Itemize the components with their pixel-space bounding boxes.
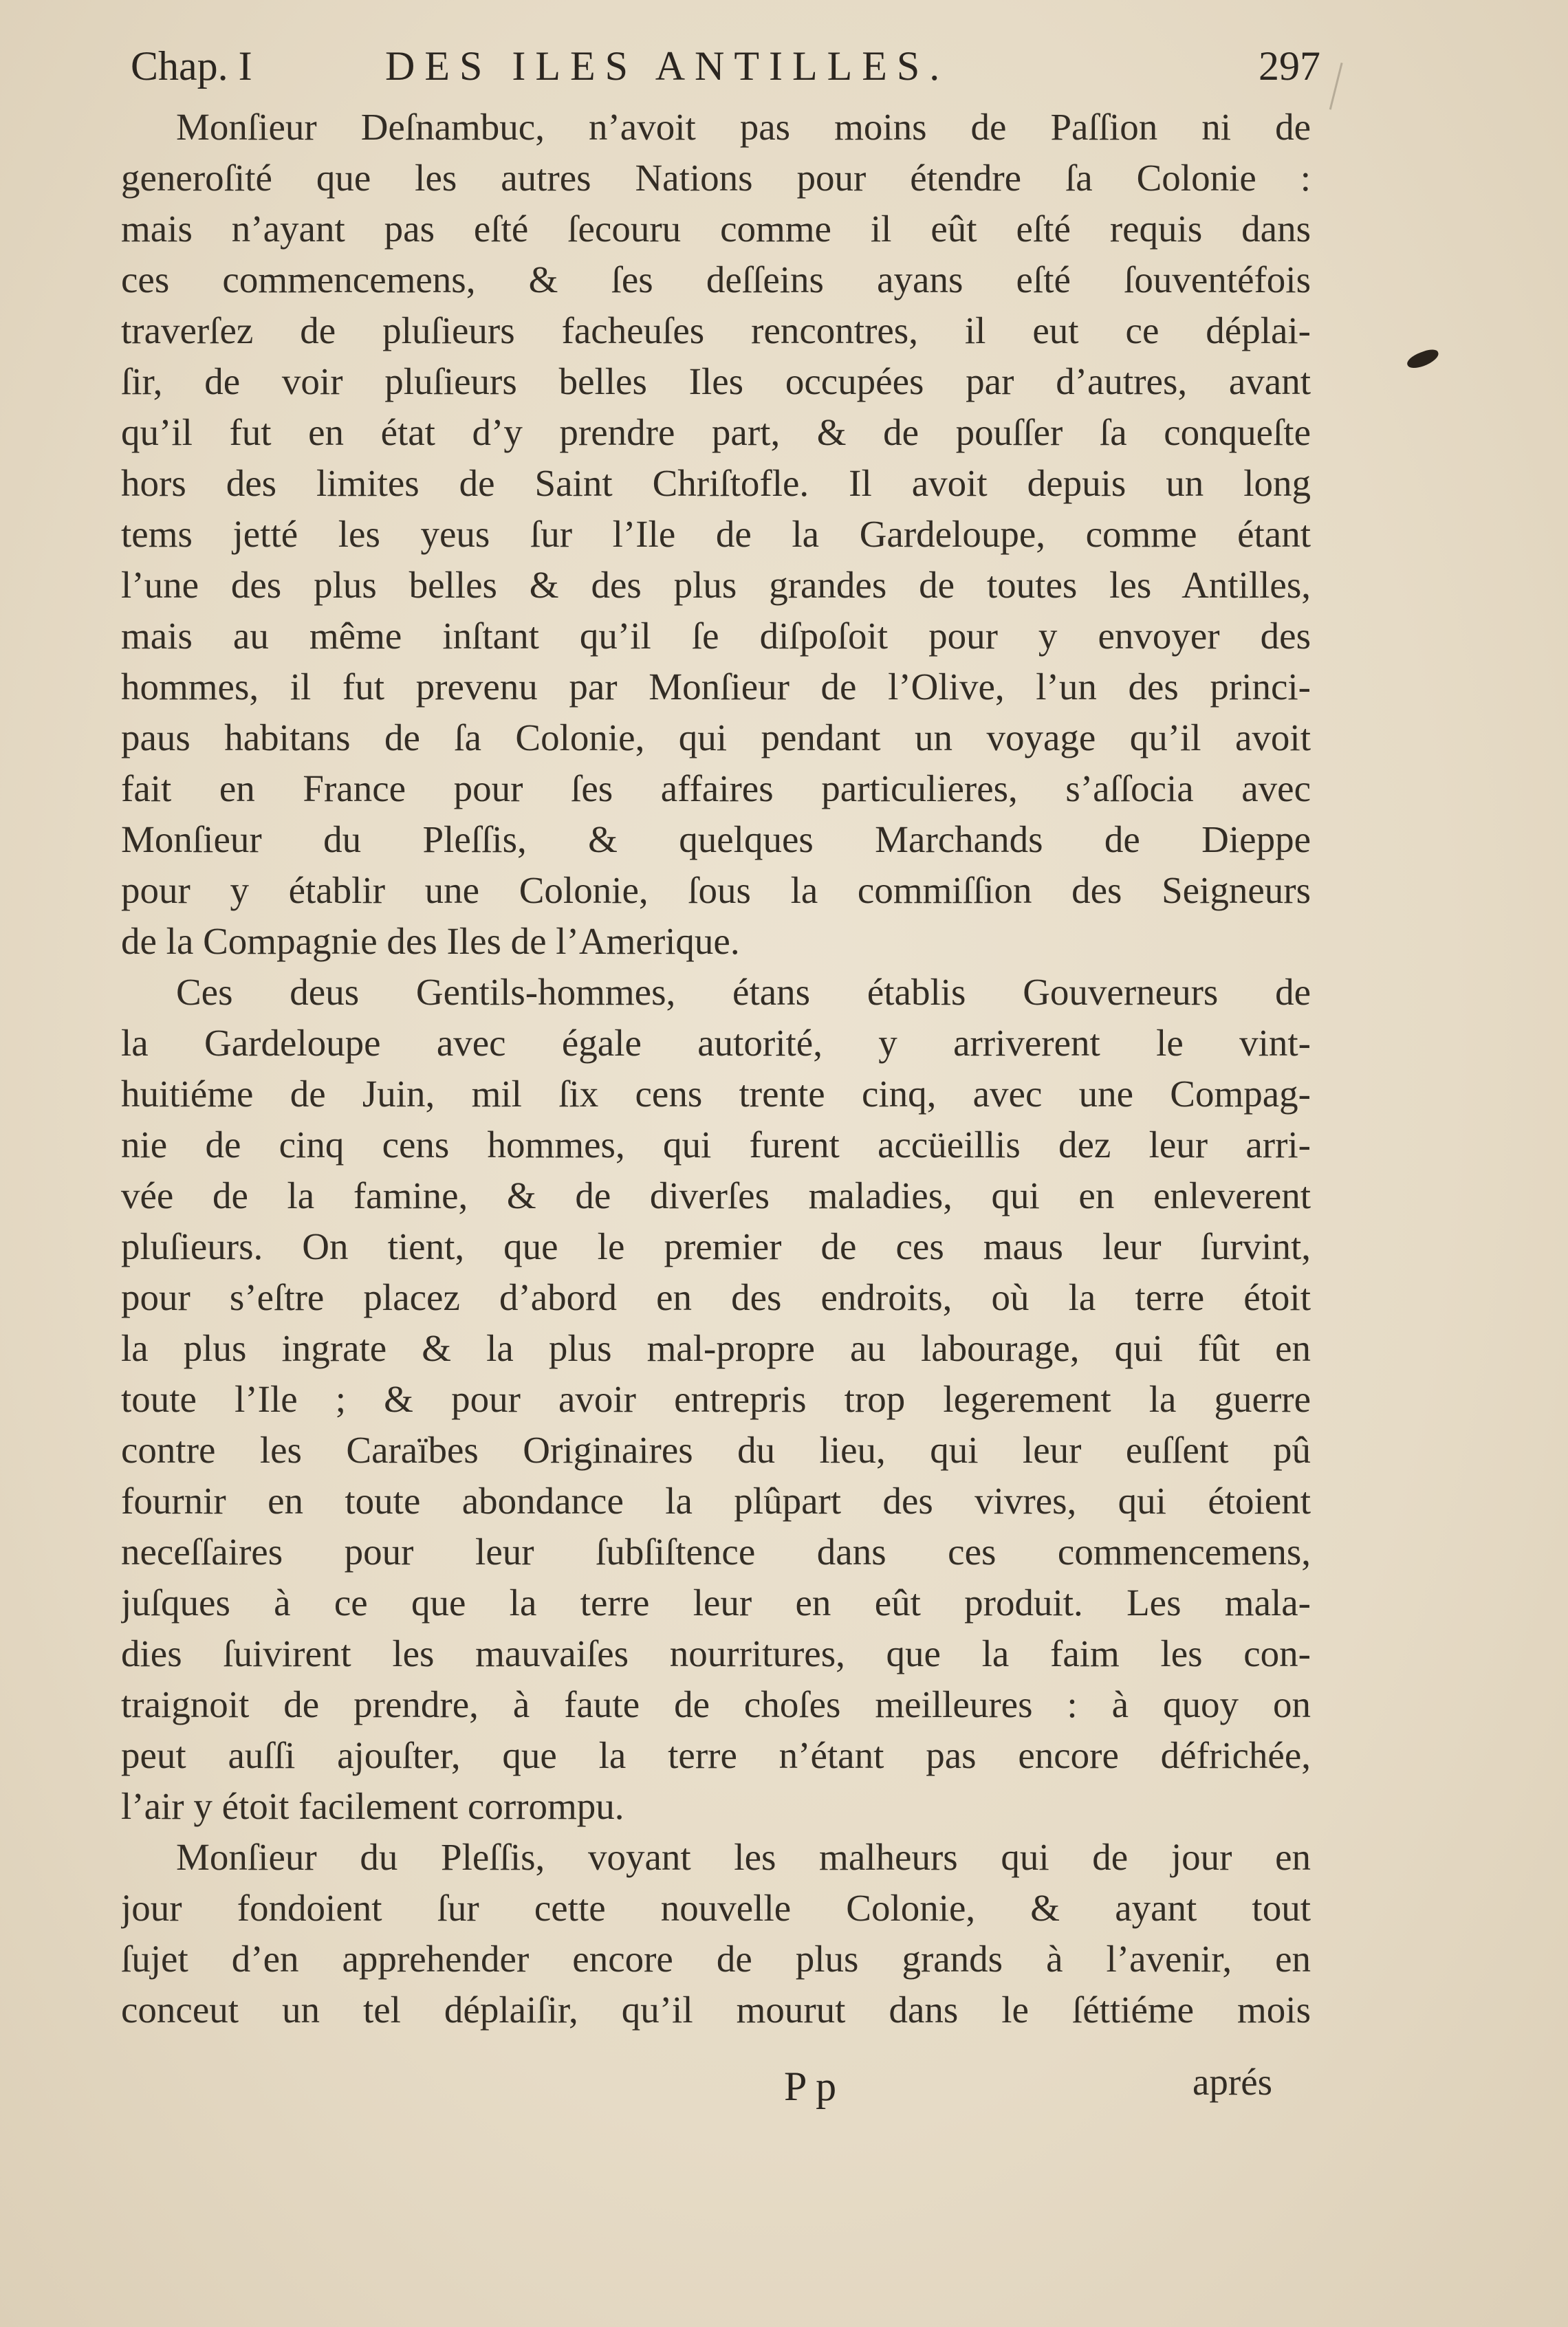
text-line: l’une des plus belles & des plus grandes de toutes les Antilles, <box>121 564 1311 606</box>
text-line: traverſez de pluſieurs facheuſes rencontres, il eut ce déplai- <box>121 309 1311 351</box>
text-line: traignoit de prendre, à faute de choſes meilleures : à quoy on <box>121 1683 1311 1725</box>
text-line: fournir en toute abondance la plûpart des vivres, qui étoient <box>121 1480 1311 1522</box>
text-line: contre les Caraïbes Originaires du lieu, qui leur euſſent pû <box>121 1429 1311 1471</box>
text-line: dies ſuivirent les mauvaiſes nourritures, que la faim les con- <box>121 1632 1311 1674</box>
ink-blot <box>1405 347 1441 371</box>
text-line: nie de cinq cens hommes, qui furent accüeillis dez leur arri- <box>121 1124 1311 1166</box>
text-line: conceut un tel déplaiſir, qu’il mourut dans le ſéttiéme mois <box>121 1989 1311 2031</box>
text-line: Monſieur du Pleſſis, voyant les malheurs qui de jour en <box>176 1836 1311 1878</box>
text-line: paus habitans de ſa Colonie, qui pendant un voyage qu’il avoit <box>121 717 1311 758</box>
text-line: pour y établir une Colonie, ſous la commiſſion des Seigneurs <box>121 869 1311 911</box>
text-line: hommes, il fut prevenu par Monſieur de l’Olive, l’un des princi- <box>121 666 1311 708</box>
pencil-annotation <box>1329 63 1396 123</box>
text-line: ſir, de voir pluſieurs belles Iles occupées par d’autres, avant <box>121 360 1311 402</box>
text-line: mais au même inſtant qu’il ſe diſpoſoit pour y envoyer des <box>121 615 1311 657</box>
text-line: vée de la famine, & de diverſes maladies, qui en enleverent <box>121 1175 1311 1216</box>
text-line: peut auſſi ajouſter, que la terre n’étant pas encore défrichée, <box>121 1734 1311 1776</box>
text-line: hors des limites de Saint Chriſtofle. Il avoit depuis un long <box>121 462 1311 504</box>
text-line: tems jetté les yeus ſur l’Ile de la Gardeloupe, comme étant <box>121 513 1311 555</box>
text-line: la Gardeloupe avec égale autorité, y arriverent le vint- <box>121 1022 1311 1064</box>
text-line: juſques à ce que la terre leur en eût produit. Les mala- <box>121 1582 1311 1624</box>
text-line: Monſieur Deſnambuc, n’avoit pas moins de Paſſion ni de <box>176 106 1311 148</box>
page-number: 297 <box>1259 43 1320 89</box>
text-line: pour s’eſtre placez d’abord en des endroits, où la terre étoit <box>121 1276 1311 1318</box>
text-line: de la Compagnie des Iles de l’Amerique. <box>121 920 740 962</box>
text-line: Ces deus Gentils-hommes, étans établis Gouverneurs de <box>176 971 1311 1013</box>
catchword: aprés <box>1193 2061 1273 2103</box>
running-head <box>131 43 1320 91</box>
text-line: ſujet d’en apprehender encore de plus grands à l’avenir, en <box>121 1938 1311 1980</box>
chapter-label: Chap. I <box>131 43 252 89</box>
text-line: Monſieur du Pleſſis, & quelques Marchands de Dieppe <box>121 818 1311 860</box>
running-title: DES ILES ANTILLES. <box>385 43 950 89</box>
signature-mark: P p <box>784 2064 837 2109</box>
text-line: neceſſaires pour leur ſubſiſtence dans ces commencemens, <box>121 1531 1311 1573</box>
text-line: la plus ingrate & la plus mal-propre au labourage, qui fût en <box>121 1327 1311 1369</box>
text-line: pluſieurs. On tient, que le premier de ces maus leur ſurvint, <box>121 1225 1311 1267</box>
text-line: ces commencemens, & ſes deſſeins ayans eſté ſouventéfois <box>121 259 1311 301</box>
text-line: mais n’ayant pas eſté ſecouru comme il eût eſté requis dans <box>121 208 1311 250</box>
text-line: jour fondoient ſur cette nouvelle Colonie, & ayant tout <box>121 1887 1311 1929</box>
text-line: l’air y étoit facilement corrompu. <box>121 1785 624 1827</box>
body-text <box>121 102 1311 2035</box>
text-line: generoſité que les autres Nations pour étendre ſa Colonie : <box>121 157 1311 199</box>
text-line: toute l’Ile ; & pour avoir entrepris trop legerement la guerre <box>121 1378 1311 1420</box>
text-line: huitiéme de Juin, mil ſix cens trente cinq, avec une Compag- <box>121 1073 1311 1115</box>
text-line: qu’il fut en état d’y prendre part, & de pouſſer ſa conqueſte <box>121 411 1311 453</box>
text-line: fait en France pour ſes affaires particulieres, s’aſſocia avec <box>121 767 1311 809</box>
